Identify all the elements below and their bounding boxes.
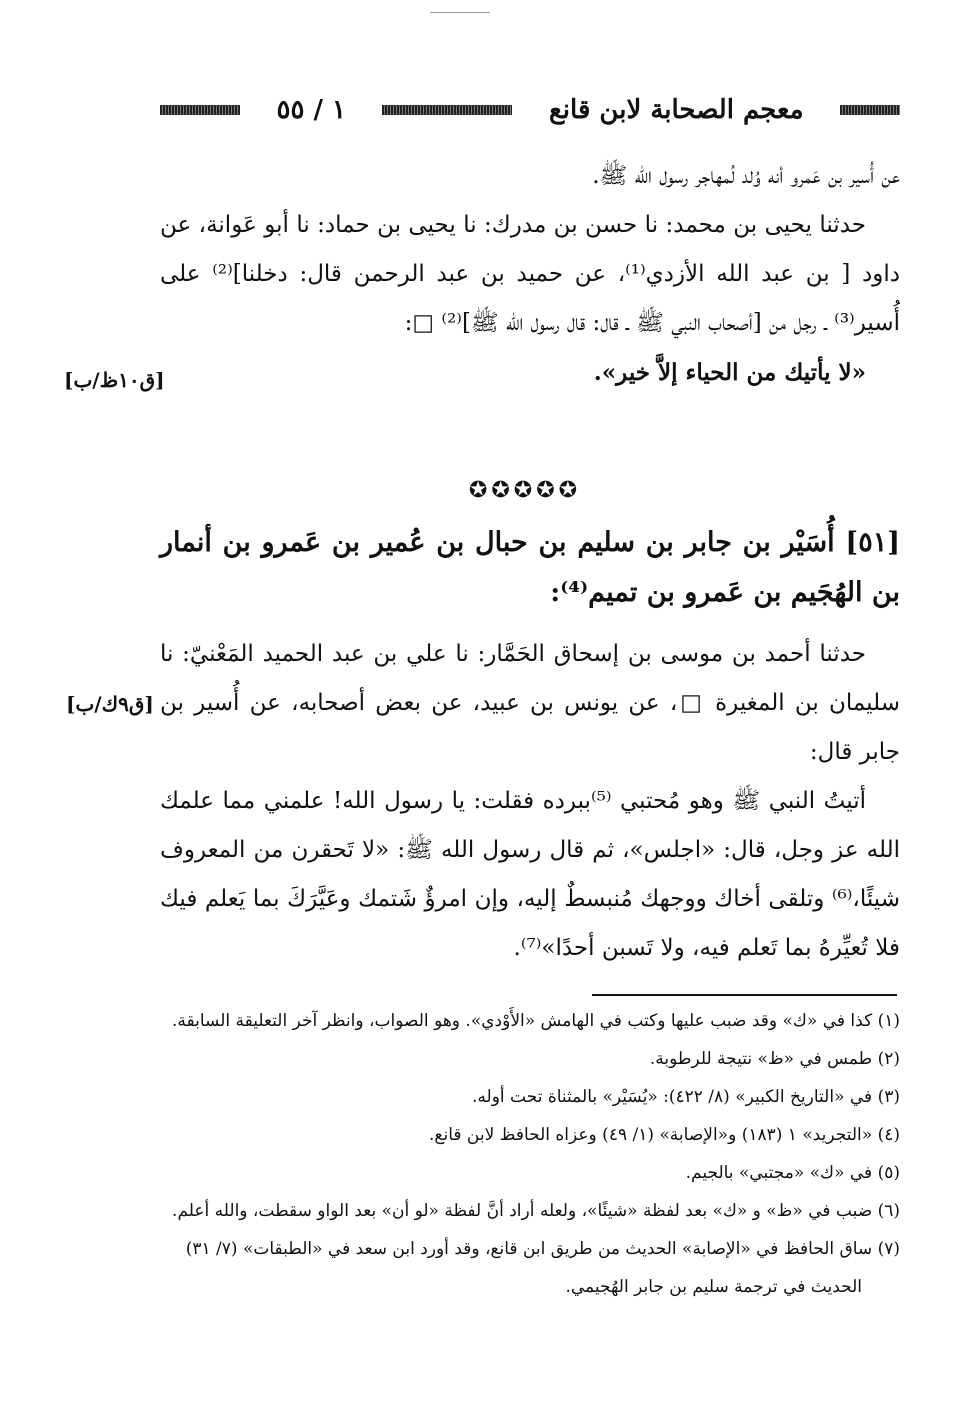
footnote-7: (٧) ساق الحافظ في «الإصابة» الحديث من طريق ابن قانع، وقد أورد ابن سعد في «الطبقات» (٧/ ٣١) الحديث في ترجمة سليم بن جابر الهُجيمي.	[185, 1239, 900, 1297]
paragraph-2: حدثنا يحيى بن محمد: نا حسن بن مدرك: نا يحيى بن حماد: نا أبو عَوانة، عن داود [ بن عبد الله الأزدي⁽¹⁾، عن حميد بن عبد الرحمن قال: دخلنا]⁽²⁾ على أُسير⁽³⁾ ـ رجل من [أصحاب النبي ﷺ ـ قال: قال رسول الله ﷺ]⁽²⁾ □:	[160, 212, 901, 336]
header-ornament-middle	[382, 105, 512, 115]
margin-note-first: [ق١٠ظ/ب]	[64, 368, 165, 392]
header-title: معجم الصحابة لابن قانع	[548, 95, 804, 125]
main-text-lower	[160, 630, 900, 973]
footnote-6: (٦) ضبب في «ظ» و «ك» بعد لفظة «شيئًا»، ولعله أراد أنَّ لفظة «لو أن» بعد الواو سقطت، والله أعلم.	[172, 1201, 900, 1221]
header-ornament-right	[840, 105, 900, 115]
page-number: ١ / ٥٥	[276, 95, 347, 125]
footnote-rule	[592, 994, 897, 996]
main-text-upper	[160, 152, 900, 397]
footnote-5: (٥) في «ك» «مجتبي» بالجيم.	[685, 1163, 900, 1183]
paragraph-4: حدثنا أحمد بن موسى بن إسحاق الحَمَّار: نا علي بن عبد الحميد المَعْنيّ: نا سليمان بن المغيرة □، عن يونس بن عبيد، عن بعض أصحابه، عن أُسير بن جابر قال:	[160, 641, 900, 765]
paragraph-1: عن أُسير بن عَمرو أنه وُلد لُمهاجر رسول الله ﷺ.	[592, 163, 900, 189]
paragraph-3: «لا يأتيك من الحياء إلاَّ خير».	[593, 359, 866, 386]
margin-note-second: [ق٩ك/ب]	[66, 692, 154, 716]
paragraph-5: أتيتُ النبي ﷺ وهو مُحتبي ⁽⁵⁾ببرده فقلت: يا رسول الله! علمني مما علمك الله عز وجل، قال: «اجلس»، ثم قال رسول الله ﷺ: «لا تَحقرن من المعروف شيئًا،⁽⁶⁾ وتلقى أخاك ووجهك مُنبسطٌ إليه، وإن امرؤٌ شَتمك وعَيَّرَكَ بما يَعلم فيك فلا تُعيِّرهُ بما تَعلم فيه، ولا تَسبن أحدًا»⁽⁷⁾.	[160, 788, 900, 961]
footnote-3: (٣) في «التاريخ الكبير» (٨/ ٤٢٢): «يُسَيْر» بالمثناة تحت أوله.	[472, 1087, 900, 1107]
scan-mark	[430, 0, 490, 13]
footnote-1: (١) كذا في «ك» وقد ضبب عليها وكتب في الهامش «الأَوْدي». وهو الصواب، وانظر آخر التعليقة السابقة.	[172, 1011, 900, 1031]
footnotes	[160, 1002, 900, 1306]
entry-heading: [٥١] أُسَيْر بن جابر بن سليم بن حبال بن عُمير بن عَمرو بن أنمار بن الهُجَيم بن عَمرو بن تميم⁽⁴⁾:	[160, 527, 900, 608]
section-separator: ✪✪✪✪✪	[468, 478, 582, 503]
footnote-4: (٤) «التجريد» ١ (١٨٣) و«الإصابة» (١/ ٤٩) وعزاه الحافظ لابن قانع.	[429, 1125, 900, 1145]
running-header	[160, 90, 900, 130]
footnote-2: (٢) طمس في «ظ» نتيجة للرطوبة.	[649, 1049, 900, 1069]
header-ornament-left	[160, 105, 240, 115]
